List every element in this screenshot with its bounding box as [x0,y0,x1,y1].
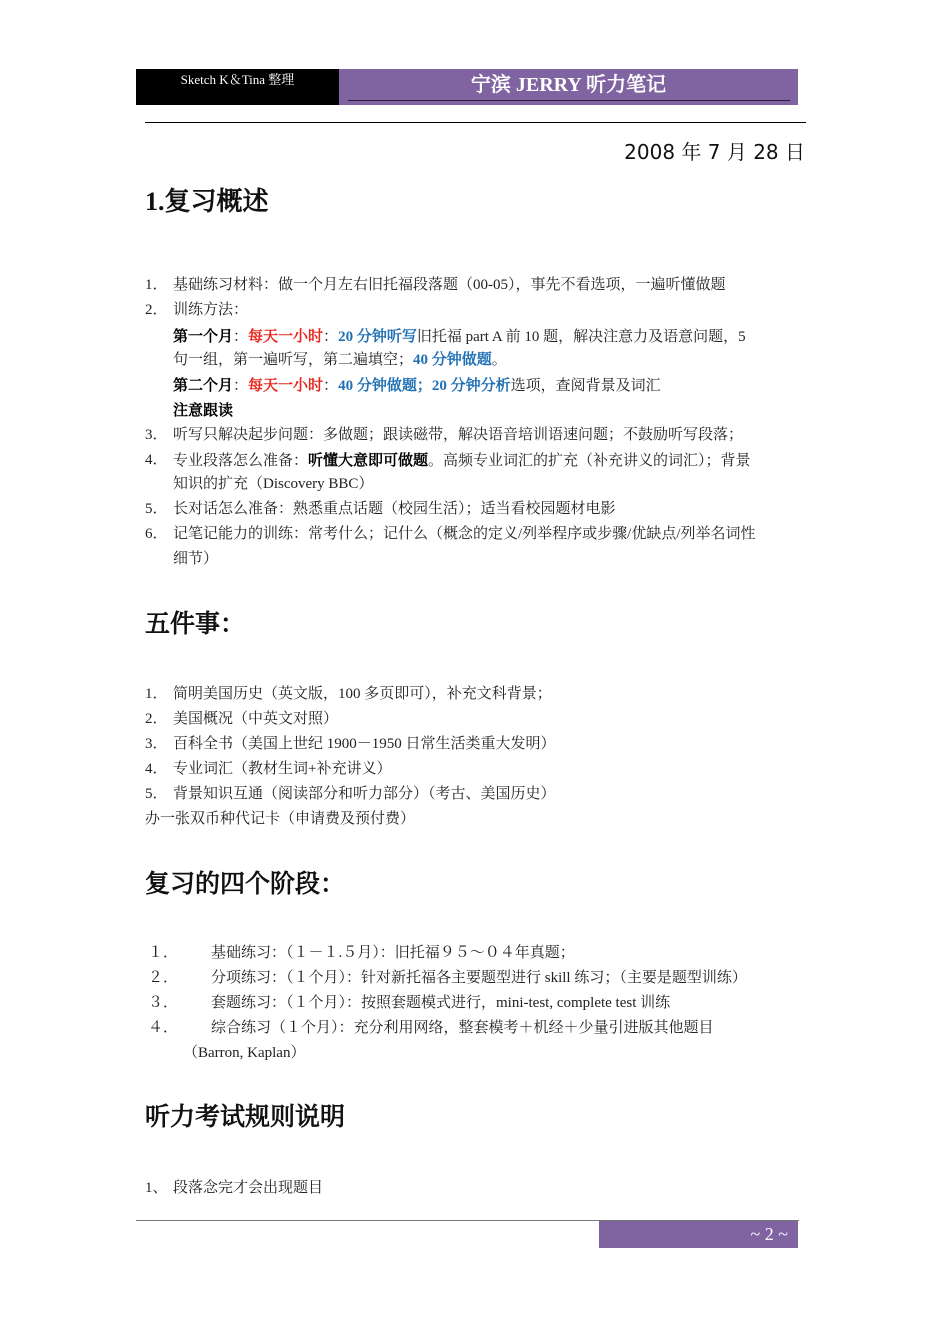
month1-label: 第一个月 [173,327,234,345]
header-author: Sketch K＆Tina 整理 [180,72,295,87]
list-item: 专业词汇（教材生词+补充讲义） [173,761,392,777]
section-title-five-things: 五件事： [145,609,246,638]
list-item: 基础练习材料：做一个月左右旧托福段落题（00-05），事先不看选项，一遍听懂做题 [173,277,726,293]
month1-daily-hour: 每天一小时 [248,329,324,345]
document-date: 2008 年 7 月 28 日 [624,140,805,164]
month1-colon: ： [233,329,249,345]
month1-end: 。 [491,352,507,368]
list-item-4 [173,450,751,471]
header-title: 宁滨 JERRY 听力笔记 [470,74,667,96]
month2-daily-hour: 每天一小时 [248,378,324,394]
list-number: ４． [148,1020,179,1036]
list-number: 4． [145,761,168,777]
item6-line2: 细节） [173,551,219,567]
list-number: ２． [148,970,179,986]
extra-note: 办一张双币种代记卡（申请费及预付费） [145,811,416,827]
month1-dictation: 20 分钟听写 [338,329,417,345]
list-item: 美国概况（中英文对照） [173,711,339,727]
month1-rest: 旧托福 part A 前 10 题，解决注意力及语意问题，5 [416,329,746,345]
header-rule [145,122,806,123]
list-item: 分项练习：（１个月）：针对新托福各主要题型进行 skill 练习；（主要是题型训练） [211,970,747,986]
list-item: 长对话怎么准备：熟悉重点话题（校园生活）；适当看校园题材电影 [173,501,616,517]
list-item: 背景知识互通（阅读部分和听力部分）（考古、美国历史） [173,786,556,802]
month1-line2-text: 句一组，第一遍听写，第二遍填空； [173,352,414,368]
footer-page-box [599,1221,798,1248]
list-number: 3． [145,427,168,443]
list-number: 5． [145,786,168,802]
month2-practice: 40 分钟做题；20 分钟分析 [338,378,511,394]
item4-line2: 知识的扩充（Discovery BBC） [173,476,374,492]
month1-line [173,326,746,347]
list-item: 百科全书（美国上世纪 1900－1950 日常生活类重大发明） [173,736,556,752]
list-number: 1． [145,277,168,293]
list-item: 综合练习（１个月）：充分利用网络，整套模考＋机经＋少量引进版其他题目 [211,1020,714,1036]
list-number: 2． [145,711,168,727]
list-item: 套题练习：（１个月）：按照套题模式进行，mini-test, complete test 训练 [211,995,671,1011]
list-item: 段落念完才会出现题目 [173,1180,324,1196]
month2-colon2: ： [323,378,339,394]
list-number: 1． [145,686,168,702]
month1-line2 [173,350,507,370]
month2-colon: ： [233,378,249,394]
list-item: 简明美国历史（英文版，100 多页即可），补充文科背景； [173,686,552,702]
section-title-exam-rules: 听力考试规则说明 [145,1102,346,1131]
list-number: ３． [148,995,179,1011]
list-item: 训练方法： [173,302,249,318]
list-number: 5． [145,501,168,517]
list-item: 记笔记能力的训练：常考什么；记什么（概念的定义/列举程序或步骤/优缺点/列举名词性 [173,526,756,542]
item4-pre: 专业段落怎么准备： [173,453,309,469]
stage4-line2: （Barron, Kaplan） [183,1045,306,1061]
list-number: 2． [145,302,168,318]
list-number: 3． [145,736,168,752]
month1-practice: 40 分钟做题 [413,352,492,368]
follow-read-note: 注意跟读 [173,401,234,419]
list-number: 4． [145,452,168,468]
item4-post: 。高频专业词汇的扩充（补充讲义的词汇）；背景 [428,453,751,469]
item4-bold: 听懂大意即可做题 [308,451,429,469]
list-item: 听写只解决起步问题：多做题；跟读磁带，解决语音培训语速问题；不鼓励听写段落； [173,427,744,443]
list-number: １． [148,945,179,961]
section-title-overview: 1.复习概述 [145,187,269,216]
header-underline [348,100,790,101]
page-number: ~ 2 ~ [750,1224,788,1244]
list-item: 基础练习：（１－１.５月）：旧托福９５～０４年真题； [211,945,575,961]
section-title-four-stages: 复习的四个阶段： [145,869,346,898]
list-number: 1、 [145,1180,168,1196]
list-number: 6． [145,526,168,542]
month2-label: 第二个月 [173,376,234,394]
month2-rest: 选项，查阅背景及词汇 [510,378,661,394]
month2-line [173,375,661,396]
header-left-banner [136,69,339,105]
month1-colon2: ： [323,329,339,345]
